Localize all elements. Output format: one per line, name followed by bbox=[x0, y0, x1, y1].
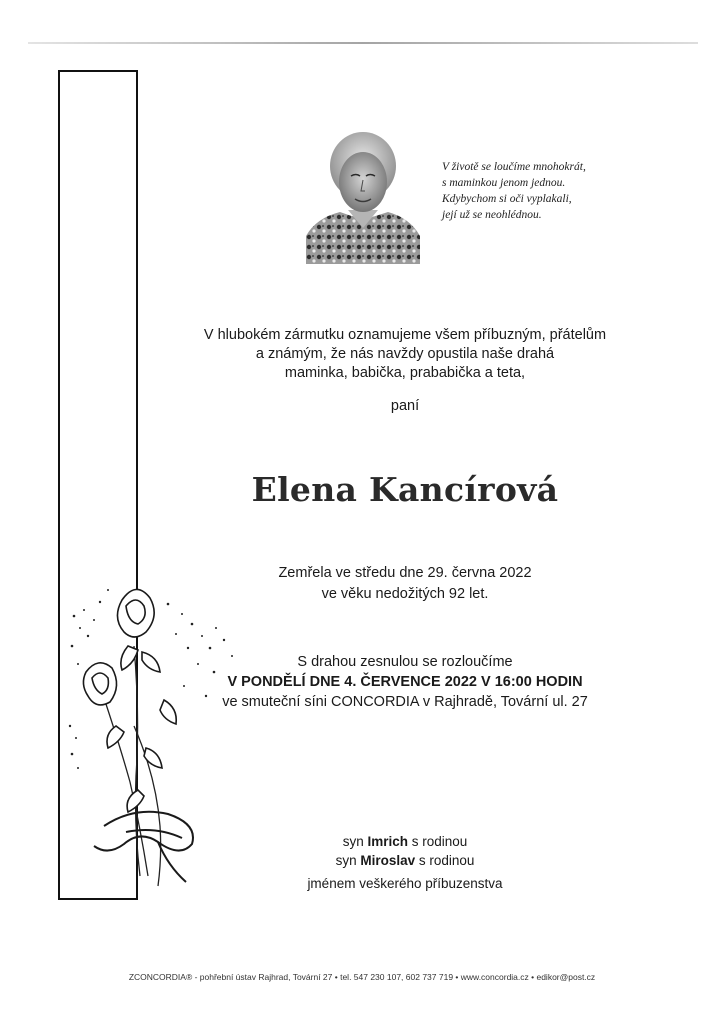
poem-line: Kdybychom si oči vyplakali, bbox=[442, 193, 572, 205]
family-list bbox=[200, 832, 610, 870]
death-age-line: ve věku nedožitých 92 let. bbox=[321, 586, 489, 602]
announcement-line: maminka, babička, prababička a teta, bbox=[284, 365, 526, 381]
funeral-intro: S drahou zesnulou se rozloučíme bbox=[297, 654, 513, 670]
funeral-datetime: V PONDĚLÍ DNE 4. ČERVENCE 2022 V 16:00 HODIN bbox=[227, 674, 583, 690]
family-suffix: s rodinou bbox=[418, 853, 475, 868]
family-relation: syn bbox=[342, 834, 364, 849]
family-member bbox=[200, 851, 610, 870]
poem-verse bbox=[442, 159, 642, 223]
funeral-place: ve smuteční síni CONCORDIA v Rajhradě, Tovární ul. 27 bbox=[222, 694, 588, 710]
announcement-line: V hlubokém zármutku oznamujeme všem příbuzným, přátelům bbox=[203, 327, 607, 343]
family-member-name: Imrich bbox=[367, 834, 408, 849]
poem-line: její už se neohlédnou. bbox=[442, 209, 542, 221]
family-relation: syn bbox=[335, 853, 357, 868]
poem-line: s maminkou jenom jednou. bbox=[442, 177, 566, 189]
scan-edge-line bbox=[28, 42, 698, 44]
death-date-line: Zemřela ve středu dne 29. června 2022 bbox=[278, 565, 532, 581]
honorific-title: paní bbox=[390, 398, 420, 414]
announcement-line: a známým, že nás navždy opustila naše drahá bbox=[255, 346, 555, 362]
family-member bbox=[200, 832, 610, 851]
poem-line: V životě se loučíme mnohokrát, bbox=[442, 161, 586, 173]
family-signoff: jménem veškerého příbuzenstva bbox=[307, 876, 503, 891]
footer-contact: ZCONCORDIA® - pohřební ústav Rajhrad, Tovární 27 • tel. 547 230 107, 602 737 719 • www.concordia.cz • edikor@post.cz bbox=[128, 972, 596, 982]
deceased-name: Elena Kancírová bbox=[251, 470, 559, 509]
portrait-icon bbox=[306, 124, 420, 264]
announcement-text bbox=[160, 326, 650, 383]
portrait-photo bbox=[306, 124, 420, 264]
family-member-name: Miroslav bbox=[360, 853, 416, 868]
family-suffix: s rodinou bbox=[411, 834, 468, 849]
funeral-details bbox=[190, 652, 620, 712]
